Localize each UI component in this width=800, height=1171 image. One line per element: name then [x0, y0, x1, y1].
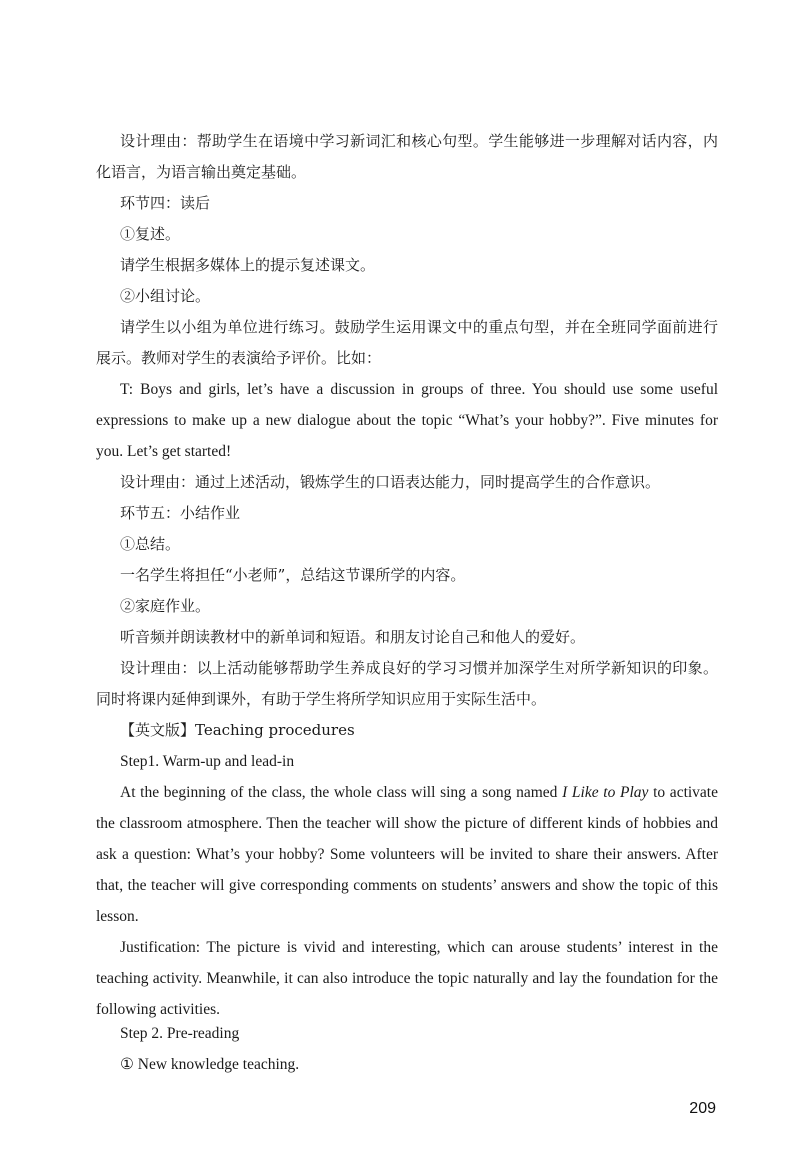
step1-body-text-after: to activate the classroom atmosphere. Then the teacher will show the picture of different kinds of hobbies and ask a question: What’s your hobby? Some volunteers will be invited to share their answers. After that, the teacher will give corresponding comments on students’ answers and show the topic of this lesson.: [96, 784, 718, 925]
step1-body-text-before: At the beginning of the class, the whole class will sing a song named: [120, 784, 563, 801]
paragraph-group-discussion-body: 请学生以小组为单位进行练习。鼓励学生运用课文中的重点句型，并在全班同学面前进行展示。教师对学生的表演给予评价。比如：: [96, 318, 718, 367]
paragraph-justification: Justification: The picture is vivid and interesting, which can arouse students’ interest in the teaching activity. Meanwhile, it can also introduce the topic naturally and lay the foundation for the following activities.: [96, 939, 718, 1018]
paragraph-summary-heading: ①总结。: [120, 535, 181, 553]
paragraph-retell-heading: ①复述。: [120, 225, 181, 243]
paragraph-design-reason-1: 设计理由：帮助学生在语境中学习新词汇和核心句型。学生能够进一步理解对话内容，内化语言，为语言输出奠定基础。: [96, 132, 718, 181]
paragraph-design-reason-3: 设计理由：以上活动能够帮助学生养成良好的学习习惯并加深学生对所学新知识的印象。同时将课内延伸到课外，有助于学生将所学知识应用于实际生活中。: [96, 659, 718, 708]
paragraph-retell-body: 请学生根据多媒体上的提示复述课文。: [120, 256, 376, 274]
paragraph-homework-heading: ②家庭作业。: [120, 597, 211, 615]
paragraph-step1-heading: Step1. Warm-up and lead-in: [120, 753, 295, 770]
paragraph-english-version-title: 【英文版】Teaching procedures: [120, 721, 355, 739]
paragraph-step2-heading: Step 2. Pre-reading: [120, 1025, 240, 1042]
song-title: I Like to Play: [562, 784, 649, 801]
paragraph-homework-body: 听音频并朗读教材中的新单词和短语。和朋友讨论自己和他人的爱好。: [120, 628, 586, 646]
paragraph-section-four-heading: 环节四：读后: [120, 194, 211, 212]
paragraph-design-reason-2: 设计理由：通过上述活动，锻炼学生的口语表达能力，同时提高学生的合作意识。: [120, 473, 661, 491]
paragraph-group-discussion-heading: ②小组讨论。: [120, 287, 211, 305]
page-number: 209: [689, 1100, 716, 1117]
paragraph-teacher-dialogue: T: Boys and girls, let’s have a discussion in groups of three. You should use some useful expressions to make up a new dialogue about the topic “What’s your hobby?”. Five minutes for you. Let’s get started!: [96, 381, 718, 460]
paragraph-new-knowledge-heading: ① New knowledge teaching.: [120, 1056, 300, 1073]
paragraph-summary-body: 一名学生将担任“小老师”，总结这节课所学的内容。: [120, 566, 466, 584]
paragraph-section-five-heading: 环节五：小结作业: [120, 504, 241, 522]
paragraph-step1-body: [96, 777, 718, 932]
